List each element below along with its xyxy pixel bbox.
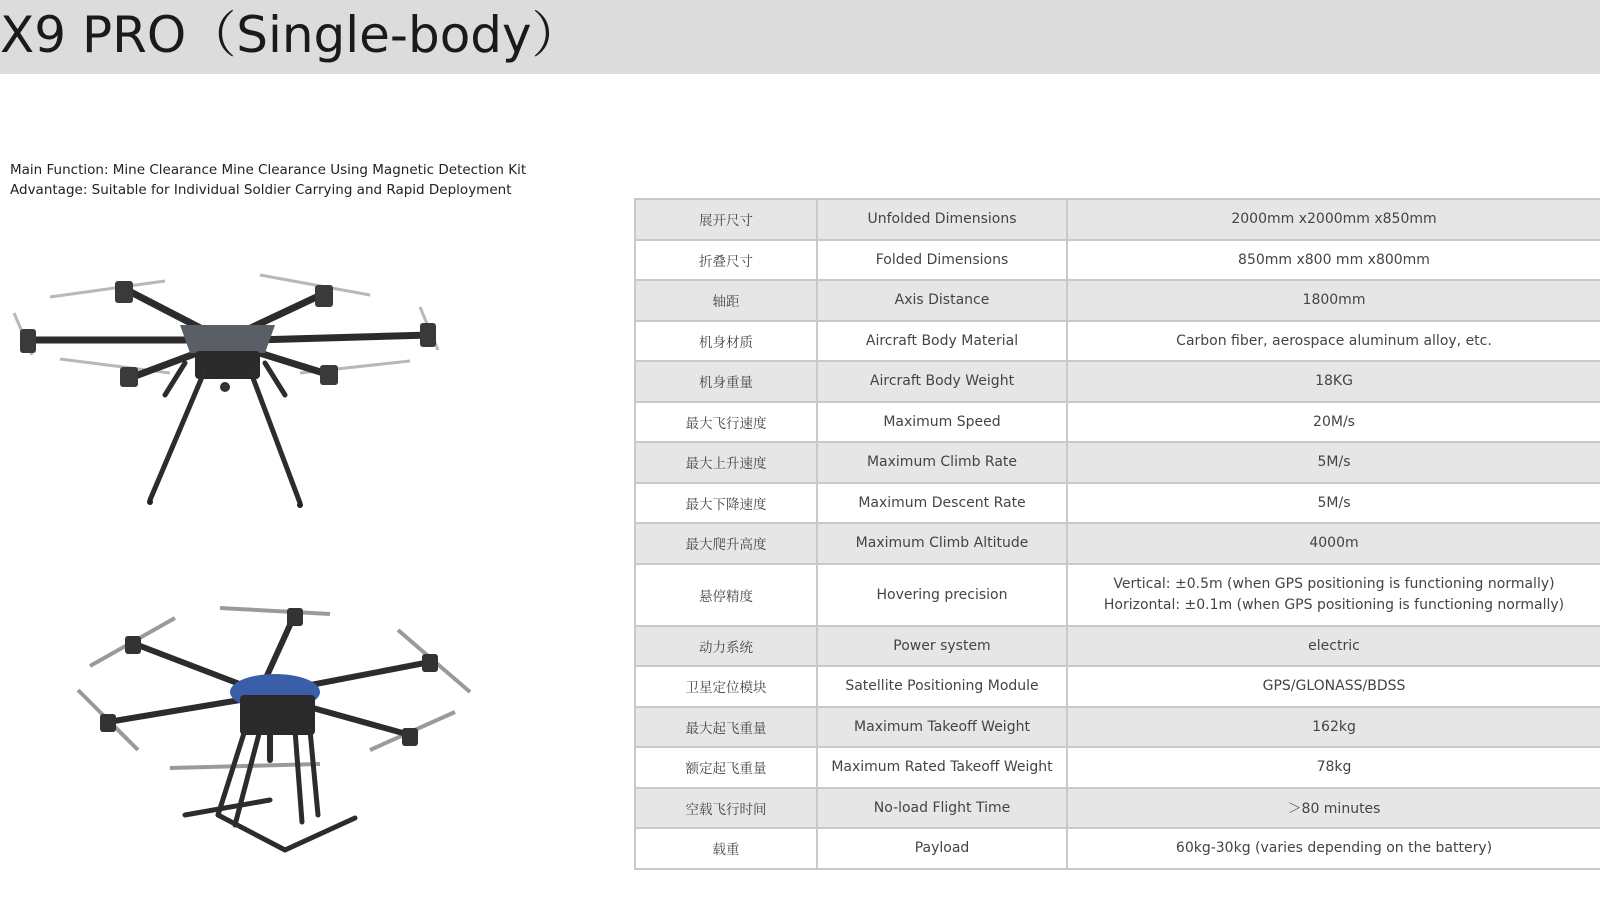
table-row [635,483,1600,524]
spec-name-en: No-load Flight Time [817,788,1067,829]
table-row [635,240,1600,281]
table-row [635,788,1600,829]
spec-name-cn: 动力系统 [635,626,817,667]
spec-value [1067,564,1600,626]
spec-name-cn: 载重 [635,828,817,869]
spec-name-cn: 最大爬升高度 [635,523,817,564]
spec-value: 1800mm [1067,280,1600,321]
spec-value: GPS/GLONASS/BDSS [1067,666,1600,707]
advantage-text: Advantage: Suitable for Individual Soldier Carrying and Rapid Deployment [10,182,512,198]
table-row [635,361,1600,402]
drone-bottom-image [70,600,490,880]
table-row [635,199,1600,240]
table-row [635,564,1600,626]
spec-value: 78kg [1067,747,1600,788]
spec-name-cn: 最大下降速度 [635,483,817,524]
spec-value: 5M/s [1067,442,1600,483]
table-row [635,666,1600,707]
spec-name-en: Aircraft Body Material [817,321,1067,362]
spec-name-cn: 机身重量 [635,361,817,402]
spec-name-en: Hovering precision [817,564,1067,626]
spec-name-en: Folded Dimensions [817,240,1067,281]
spec-name-en: Maximum Takeoff Weight [817,707,1067,748]
spec-name-en: Maximum Climb Altitude [817,523,1067,564]
spec-value-line: Horizontal: ±0.1m (when GPS positioning is functioning normally) [1103,596,1565,613]
table-row [635,707,1600,748]
specs-table [634,198,1600,870]
spec-value: 162kg [1067,707,1600,748]
spec-name-cn: 最大上升速度 [635,442,817,483]
spec-name-en: Maximum Rated Takeoff Weight [817,747,1067,788]
spec-name-cn: 悬停精度 [635,564,817,626]
main-function-text: Main Function: Mine Clearance Mine Clearance Using Magnetic Detection Kit [10,162,527,178]
spec-value: Carbon fiber, aerospace aluminum alloy, etc. [1067,321,1600,362]
spec-value: 2000mm x2000mm x850mm [1067,199,1600,240]
spec-name-cn: 空载飞行时间 [635,788,817,829]
table-row [635,626,1600,667]
spec-name-cn: 机身材质 [635,321,817,362]
spec-value-line: Vertical: ±0.5m (when GPS positioning is functioning normally) [1113,575,1555,592]
spec-name-en: Maximum Climb Rate [817,442,1067,483]
spec-name-cn: 最大飞行速度 [635,402,817,443]
spec-value: 850mm x800 mm x800mm [1067,240,1600,281]
spec-name-en: Axis Distance [817,280,1067,321]
spec-name-en: Unfolded Dimensions [817,199,1067,240]
spec-value: 60kg-30kg (varies depending on the battery) [1067,828,1600,869]
spec-name-en: Satellite Positioning Module [817,666,1067,707]
title-bar [0,0,1600,74]
spec-name-cn: 最大起飞重量 [635,707,817,748]
table-row [635,321,1600,362]
table-row [635,523,1600,564]
spec-name-cn: 轴距 [635,280,817,321]
spec-name-en: Aircraft Body Weight [817,361,1067,402]
drone-top-image [10,255,450,525]
spec-name-cn: 折叠尺寸 [635,240,817,281]
table-row [635,402,1600,443]
table-row [635,828,1600,869]
spec-value: 20M/s [1067,402,1600,443]
spec-name-cn: 额定起飞重量 [635,747,817,788]
spec-name-en: Power system [817,626,1067,667]
spec-name-en: Maximum Descent Rate [817,483,1067,524]
spec-value: 4000m [1067,523,1600,564]
spec-value: ＞80 minutes [1067,788,1600,829]
spec-name-cn: 展开尺寸 [635,199,817,240]
spec-value: electric [1067,626,1600,667]
table-row [635,747,1600,788]
spec-value: 18KG [1067,361,1600,402]
spec-value: 5M/s [1067,483,1600,524]
table-row [635,280,1600,321]
spec-name-en: Payload [817,828,1067,869]
page-title: X9 PRO（Single-body） [0,6,582,64]
spec-name-en: Maximum Speed [817,402,1067,443]
spec-name-cn: 卫星定位模块 [635,666,817,707]
product-description [10,160,526,200]
table-row [635,442,1600,483]
